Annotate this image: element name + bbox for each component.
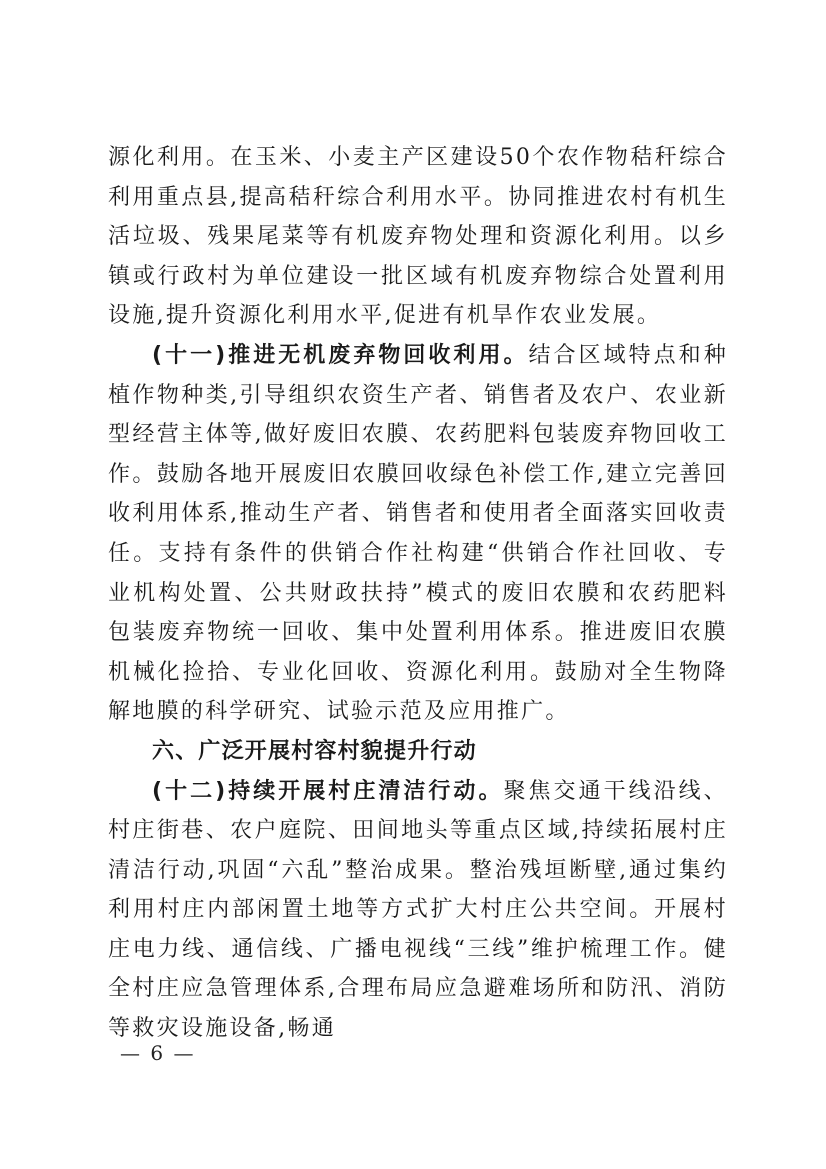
paragraph-continuation — [108, 138, 728, 336]
paragraph-item-11 — [108, 336, 728, 732]
section-heading: 六、广泛开展村容村貌提升行动 — [152, 738, 477, 764]
paragraph-lead: (十一)推进无机废弃物回收利用。 — [152, 342, 529, 368]
document-body — [108, 138, 728, 1049]
paragraph-text: 聚焦交通干线沿线、村庄街巷、农户庭院、田间地头等重点区域,持续拓展村庄清洁行动,巩固“六乱”整治成果。整治残垣断壁,通过集约利用村庄内部闲置土地等方式扩大村庄公共空间。开展村庄电力线、通信线、广播电视线“三线”维护梳理工作。健全村庄应急管理体系,合理布局应急避难场所和防汛、消防等救灾设施设备,畅通 — [108, 778, 728, 1042]
page-number: — 6 — — [120, 1041, 196, 1065]
paragraph-item-12 — [108, 772, 728, 1049]
paragraph-lead: (十二)持续开展村庄清洁行动。 — [152, 778, 504, 804]
paragraph-text: 结合区域特点和种植作物种类,引导组织农资生产者、销售者及农户、农业新型经营主体等,做好废旧农膜、农药肥料包装废弃物回收工作。鼓励各地开展废旧农膜回收绿色补偿工作,建立完善回收利用体系,推动生产者、销售者和使用者全面落实回收责任。支持有条件的供销合作社构建“供销合作社回收、专业机构处置、公共财政扶持”模式的废旧农膜和农药肥料包装废弃物统一回收、集中处置利用体系。推进废旧农膜机械化捡拾、专业化回收、资源化利用。鼓励对全生物降解地膜的科学研究、试验示范及应用推广。 — [108, 342, 728, 725]
paragraph-text: 源化利用。在玉米、小麦主产区建设50个农作物秸秆综合利用重点县,提高秸秆综合利用水平。协同推进农村有机生活垃圾、残果尾菜等有机废弃物处理和资源化利用。以乡镇或行政村为单位建设一批区域有机废弃物综合处置利用设施,提升资源化利用水平,促进有机旱作农业发展。 — [108, 145, 728, 329]
